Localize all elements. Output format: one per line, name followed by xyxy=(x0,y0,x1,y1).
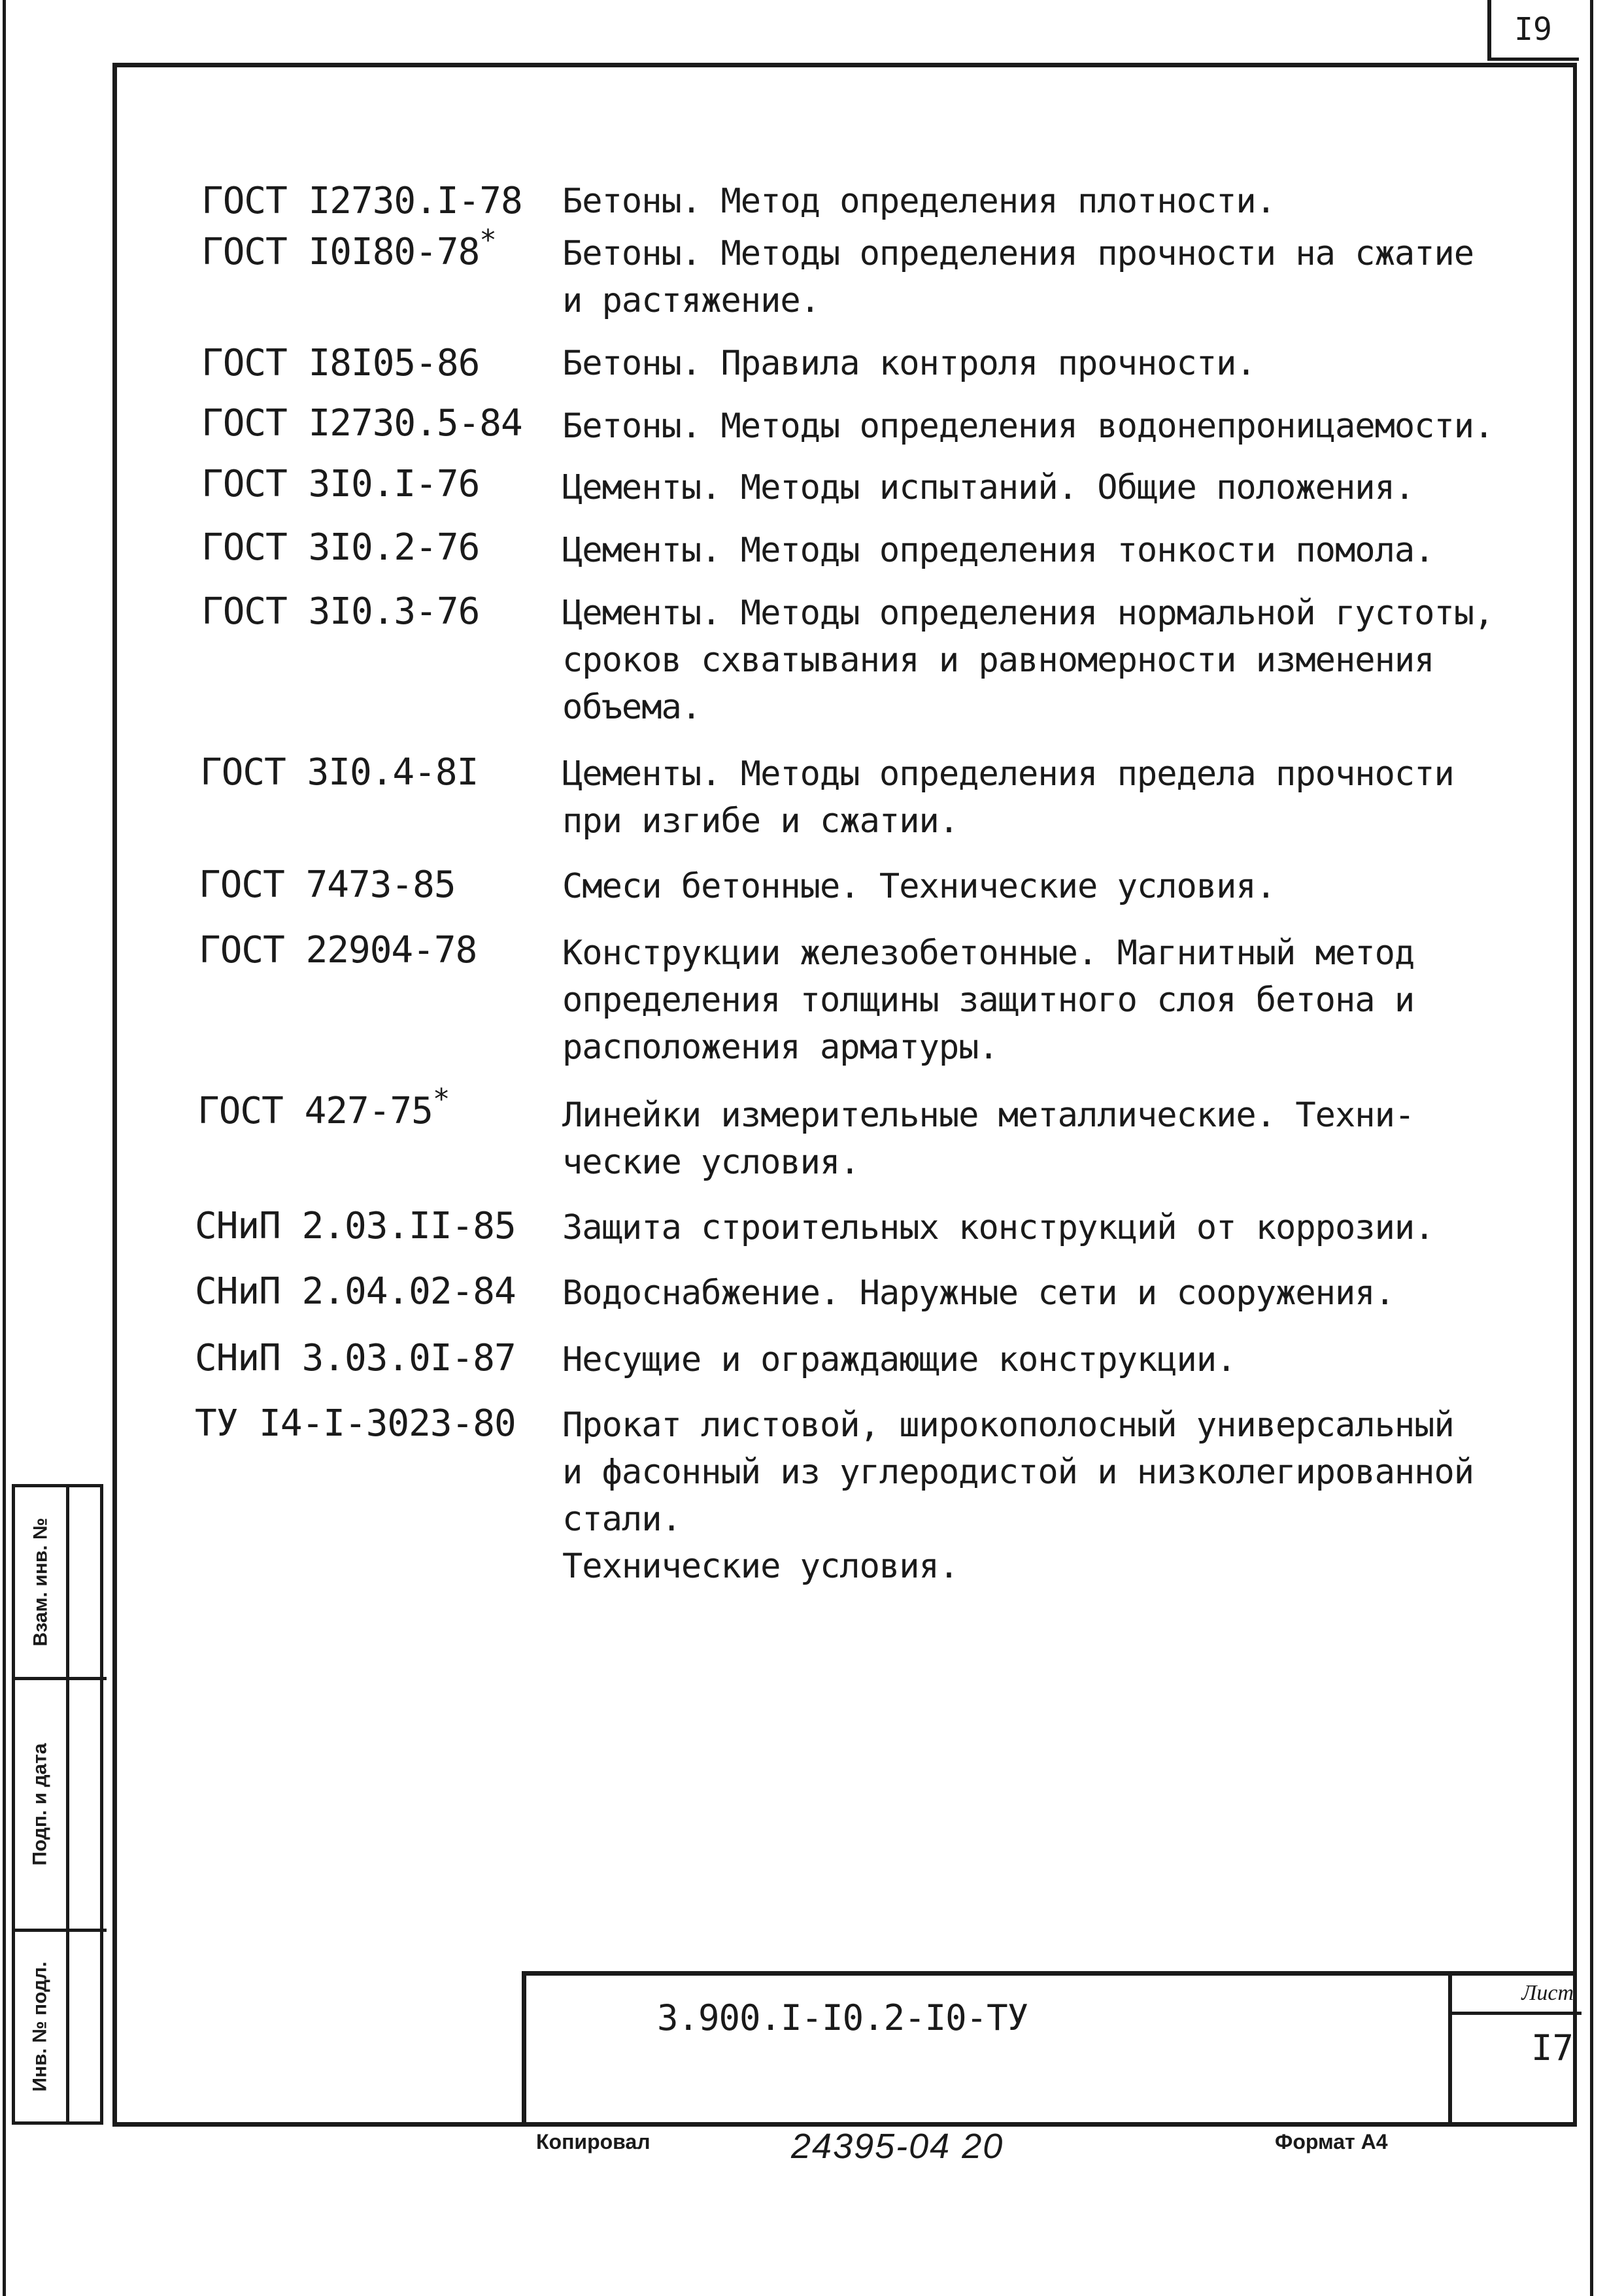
footer-handwritten-number: 24395-04 20 xyxy=(791,2127,1004,2166)
reference-title: Бетоны. Метод определения плотности. xyxy=(562,182,1276,221)
footer-copied-label: Копировал xyxy=(536,2130,651,2153)
reference-title: Цементы. Методы испытаний. Общие положения. xyxy=(562,468,1415,507)
footer-format-label: Формат А4 xyxy=(1275,2130,1388,2153)
reference-code: ГОСТ 7473-85 xyxy=(199,864,456,906)
reference-code: ГОСТ 3I0.2-76 xyxy=(201,526,480,569)
reference-title: Водоснабжение. Наружные сети и сооружения. xyxy=(562,1274,1395,1313)
reference-code: ТУ I4-I-3023-80 xyxy=(195,1402,516,1445)
reference-code: СНиП 2.04.02-84 xyxy=(195,1270,516,1313)
reference-title: Защита строительных конструкций от коррозии. xyxy=(562,1208,1434,1247)
reference-code: ГОСТ 427-75* xyxy=(197,1083,450,1132)
sheet-number: I7 xyxy=(1531,2027,1574,2068)
stamp-inv-replace: Взам. инв. № xyxy=(29,1517,52,1647)
sheet-label-row xyxy=(1452,1976,1582,2015)
reference-title: Бетоны. Методы определения водонепроницаемости. xyxy=(562,407,1494,446)
reference-code: ГОСТ I2730.I-78 xyxy=(201,180,522,222)
reference-title: Бетоны. Методы определения прочности на сжатие и растяжение. xyxy=(562,234,1474,320)
stamp-sign-date: Подп. и дата xyxy=(29,1743,51,1866)
reference-code: ГОСТ 22904-78 xyxy=(199,929,477,971)
reference-title: Смеси бетонные. Технические условия. xyxy=(562,867,1276,906)
reference-title: Прокат листовой, широкополосный универсальный и фасонный из углеродистой и низколегированной стали. Технические условия. xyxy=(562,1406,1474,1586)
reference-code: ГОСТ I2730.5-84 xyxy=(201,402,522,445)
stamp-inv-original: Инв. № подл. xyxy=(29,1961,51,2092)
stamp-divider xyxy=(66,1487,69,2121)
sheet-label: Лист xyxy=(1521,1981,1574,2005)
reference-code: ГОСТ 3I0.3-76 xyxy=(201,590,480,633)
reference-code: ГОСТ 3I0.I-76 xyxy=(201,463,480,505)
title-block xyxy=(522,1971,1577,2127)
reference-code: ГОСТ I0I80-78* xyxy=(201,224,496,273)
reference-title: Цементы. Методы определения нормальной густоты, сроков схватывания и равномерности изменения объема. xyxy=(562,594,1494,727)
reference-code: СНиП 2.03.II-85 xyxy=(195,1205,516,1247)
reference-title: Цементы. Методы определения тонкости помола. xyxy=(562,531,1434,570)
sheet-cell xyxy=(1448,1976,1582,2127)
reference-title: Цементы. Методы определения предела прочности при изгибе и сжатии. xyxy=(562,754,1454,841)
reference-code: ГОСТ I8I05-86 xyxy=(201,342,480,384)
document-code: 3.900.I-I0.2-I0-ТУ xyxy=(657,1997,1028,2038)
reference-title: Несущие и ограждающие конструкции. xyxy=(562,1340,1236,1379)
corner-page-number: I9 xyxy=(1514,11,1552,48)
reference-title: Линейки измерительные металлические. Техни- ческие условия. xyxy=(562,1096,1415,1182)
reference-title: Бетоны. Правила контроля прочности. xyxy=(562,344,1256,383)
reference-title: Конструкции железобетонные. Магнитный метод определения толщины защитного слоя бетона и расположения арматуры. xyxy=(562,934,1415,1067)
reference-code: СНиП 3.03.0I-87 xyxy=(195,1337,516,1379)
left-stamp-column xyxy=(12,1484,103,2125)
reference-code: ГОСТ 3I0.4-8I xyxy=(200,751,479,794)
